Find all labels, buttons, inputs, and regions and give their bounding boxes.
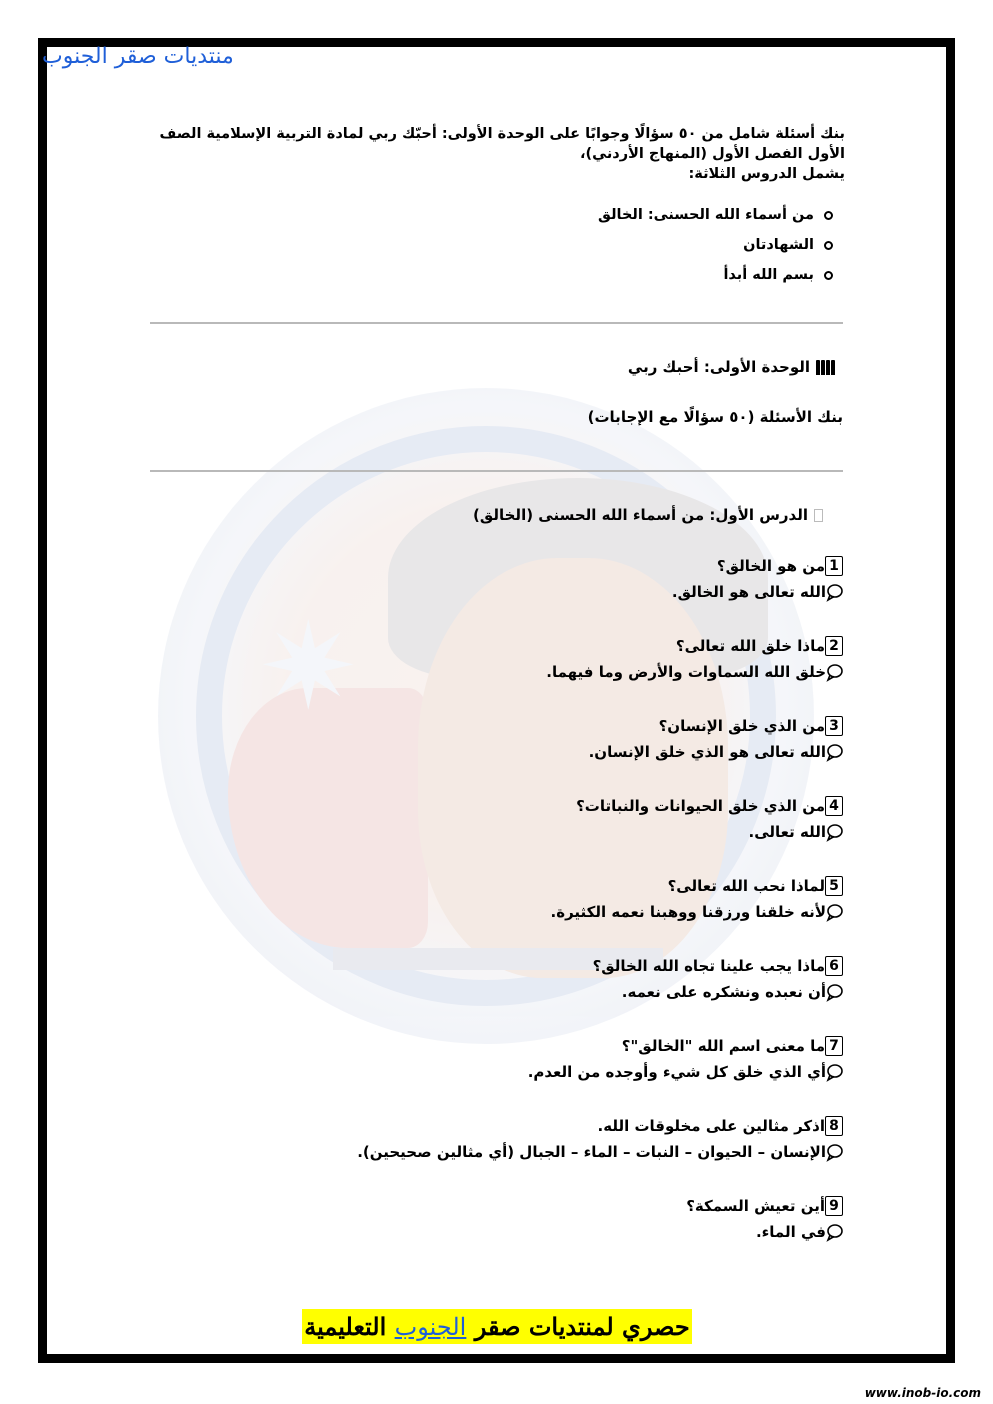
footer-text-part2: التعليمية	[304, 1312, 387, 1341]
circle-bullet-icon	[824, 271, 833, 280]
answer-text: الله تعالى هو الذي خلق الإنسان.	[588, 743, 826, 761]
intro-paragraph	[155, 124, 845, 184]
question-number: 7	[825, 1036, 843, 1056]
answer-text: الله تعالى.	[748, 823, 826, 841]
question-number: 1	[825, 556, 843, 576]
speech-bubble-icon	[826, 822, 843, 842]
lesson-label: الشهادتان	[743, 237, 814, 253]
question-number: 4	[825, 796, 843, 816]
question-item	[143, 633, 843, 713]
lesson-title-text: الدرس الأول: من أسماء الله الحسنى (الخالق)	[472, 506, 808, 524]
list-item	[433, 200, 833, 230]
divider	[150, 470, 843, 472]
circle-bullet-icon	[824, 211, 833, 220]
divider	[150, 322, 843, 324]
footer-forum-link[interactable]: الجنوب	[394, 1313, 467, 1341]
question-text: اذكر مثالين على مخلوقات الله.	[597, 1117, 825, 1135]
footer-text-part1: حصري لمنتديات صقر	[474, 1312, 690, 1341]
question-row	[143, 793, 843, 819]
question-number: 5	[825, 876, 843, 896]
question-item	[143, 1193, 843, 1273]
unit-title-text: الوحدة الأولى: أحبك ربي	[627, 358, 810, 376]
answer-row	[143, 1139, 843, 1165]
answer-text: الإنسان – الحيوان – النبات – الماء – الجبال (أي مثالين صحيحين).	[357, 1143, 826, 1161]
question-number: 3	[825, 716, 843, 736]
list-item	[433, 260, 833, 290]
answer-text: أن نعبده ونشكره على نعمه.	[621, 983, 826, 1001]
question-bank-title: بنك الأسئلة (٥٠ سؤالًا مع الإجابات)	[587, 408, 843, 426]
question-row	[143, 873, 843, 899]
intro-line-2: الأول الفصل الأول (المنهاج الأردني)،	[580, 146, 845, 162]
question-row	[143, 953, 843, 979]
checkbox-icon	[814, 509, 823, 522]
question-row	[143, 1193, 843, 1219]
lesson-title	[473, 506, 823, 524]
circle-bullet-icon	[824, 241, 833, 250]
question-row	[143, 713, 843, 739]
speech-bubble-icon	[826, 1142, 843, 1162]
question-item	[143, 873, 843, 953]
question-text: من الذي خلق الإنسان؟	[658, 717, 825, 735]
question-row	[143, 633, 843, 659]
answer-row	[143, 899, 843, 925]
speech-bubble-icon	[826, 902, 843, 922]
question-item	[143, 1113, 843, 1193]
question-text: ماذا خلق الله تعالى؟	[675, 637, 825, 655]
answer-text: أي الذي خلق كل شيء وأوجده من العدم.	[527, 1063, 826, 1081]
question-row	[143, 1113, 843, 1139]
list-item	[433, 230, 833, 260]
unit-title	[628, 358, 835, 376]
forum-header-link[interactable]: منتديات صقر الجنوب	[42, 44, 234, 69]
speech-bubble-icon	[826, 742, 843, 762]
speech-bubble-icon	[826, 662, 843, 682]
question-item	[143, 553, 843, 633]
answer-text: الله تعالى هو الخالق.	[671, 583, 826, 601]
question-text: من هو الخالق؟	[716, 557, 825, 575]
question-row	[143, 1033, 843, 1059]
question-number: 2	[825, 636, 843, 656]
speech-bubble-icon	[826, 582, 843, 602]
answer-row	[143, 979, 843, 1005]
answer-text: في الماء.	[755, 1223, 826, 1241]
question-item	[143, 713, 843, 793]
intro-line-3: يشمل الدروس الثلاثة:	[688, 166, 845, 182]
book-icon	[816, 360, 835, 375]
answer-row	[143, 819, 843, 845]
answer-row	[143, 579, 843, 605]
answer-text: لأنه خلقنا ورزقنا ووهبنا نعمه الكثيرة.	[550, 903, 826, 921]
answer-row	[143, 659, 843, 685]
answer-row	[143, 739, 843, 765]
question-number: 9	[825, 1196, 843, 1216]
question-text: من الذي خلق الحيوانات والنباتات؟	[576, 797, 825, 815]
speech-bubble-icon	[826, 1222, 843, 1242]
lesson-label: بسم الله أبدأ	[723, 267, 814, 283]
questions-list	[143, 553, 843, 1273]
question-number: 6	[825, 956, 843, 976]
question-text: لماذا نحب الله تعالى؟	[667, 877, 825, 895]
lesson-label: من أسماء الله الحسنى: الخالق	[598, 207, 814, 223]
question-row	[143, 553, 843, 579]
question-text: أين تعيش السمكة؟	[686, 1197, 825, 1215]
question-number: 8	[825, 1116, 843, 1136]
answer-row	[143, 1219, 843, 1245]
watermark-star-icon: ✷	[258, 598, 359, 737]
answer-text: خلق الله السماوات والأرض وما فيهما.	[546, 663, 826, 681]
speech-bubble-icon	[826, 1062, 843, 1082]
footer-banner	[302, 1309, 692, 1344]
lessons-list	[433, 200, 833, 290]
question-text: ما معنى اسم الله "الخالق"؟	[621, 1037, 825, 1055]
question-item	[143, 1033, 843, 1113]
speech-bubble-icon	[826, 982, 843, 1002]
answer-row	[143, 1059, 843, 1085]
question-item	[143, 953, 843, 1033]
site-url[interactable]: www.inob-io.com	[864, 1386, 981, 1400]
question-item	[143, 793, 843, 873]
question-text: ماذا يجب علينا تجاه الله الخالق؟	[592, 957, 825, 975]
intro-line-1: بنك أسئلة شامل من ٥٠ سؤالًا وجوابًا على الوحدة الأولى: أحبّك ربي لمادة التربية الإسلامية الصف	[159, 126, 845, 142]
